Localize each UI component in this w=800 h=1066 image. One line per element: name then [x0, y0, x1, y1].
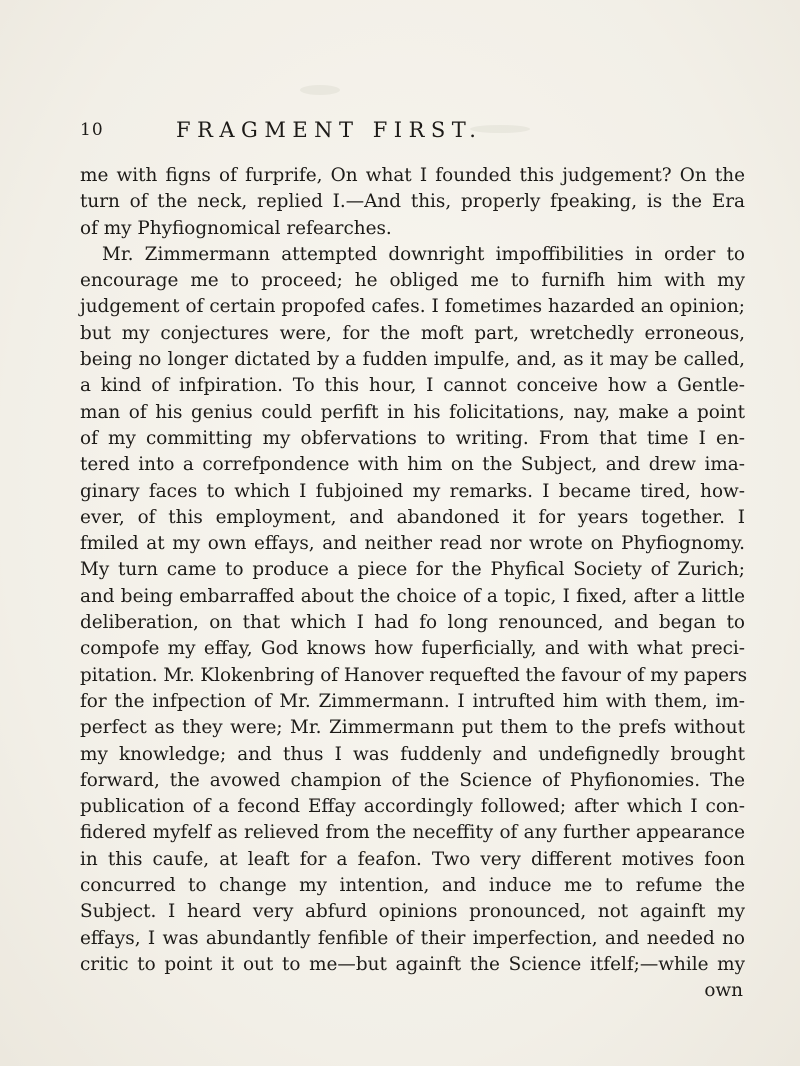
text-line: me with figns of furprife, On what I founded this judgement? On the — [80, 165, 745, 186]
text-line: Mr. Zimmermann attempted downright impoffibilities in order to — [102, 243, 745, 265]
text-line: judgement of certain propofed cafes. I fometimes hazarded an opinion; — [80, 296, 745, 318]
text-line: fmiled at my own effays, and neither read nor wrote on Phyfiognomy. — [80, 533, 745, 555]
catchword-line — [80, 978, 745, 1004]
text-line: compofe my effay, God knows how fuperficially, and with what preci- — [80, 638, 745, 660]
text-line: fidered myfelf as relieved from the neceffity of any further appearance — [80, 822, 745, 844]
text-line: ever, of this employment, and abandoned it for years together. I — [80, 506, 745, 528]
running-title: FRAGMENT FIRST. — [176, 118, 483, 142]
text-line: perfect as they were; Mr. Zimmermann put them to the prefs without — [80, 717, 745, 739]
text-line: deliberation, on that which I had fo long renounced, and began to — [80, 612, 745, 634]
text-line: effays, I was abundantly fenfible of their imperfection, and needed no — [80, 927, 745, 949]
page-header — [80, 118, 745, 148]
text-line: of my Phyfiognomical refearches. — [80, 217, 392, 239]
text-line: tered into a correfpondence with him on the Subject, and drew ima- — [80, 454, 745, 476]
text-line: pitation. Mr. Klokenbring of Hanover requefted the favour of my papers — [80, 664, 748, 686]
text-line: of my committing my obfervations to writing. From that time I en- — [80, 427, 745, 449]
text-line: a kind of infpiration. To this hour, I cannot conceive how a Gentle- — [80, 375, 745, 397]
text-line: forward, the avowed champion of the Science of Phyfionomies. The — [80, 769, 745, 791]
paper-stain — [300, 85, 340, 95]
text-line: man of his genius could perfift in his folicitations, nay, make a point — [80, 401, 745, 423]
text-line: ginary faces to which I fubjoined my remarks. I became tired, how- — [80, 480, 745, 502]
text-line: my knowledge; and thus I was fuddenly and undefignedly brought — [80, 743, 745, 765]
text-line: concurred to change my intention, and induce me to refume the — [80, 875, 745, 897]
text-line: encourage me to proceed; he obliged me to furnifh him with my — [80, 270, 745, 292]
text-line: for the infpection of Mr. Zimmermann. I intrufted him with them, im- — [80, 690, 745, 712]
text-line: turn of the neck, replied I.—And this, properly fpeaking, is the Era — [80, 191, 745, 213]
catchword: own — [704, 980, 743, 1002]
text-line: in this caufe, at leaft for a feafon. Two very different motives foon — [80, 848, 745, 870]
text-line: Subject. I heard very abfurd opinions pronounced, not againft my — [80, 901, 745, 923]
page-number: 10 — [80, 120, 104, 140]
text-line: critic to point it out to me—but againft the Science itfelf;—while my — [80, 953, 745, 975]
body-text — [80, 163, 748, 1005]
text-line: but my conjectures were, for the moft part, wretchedly erroneous, — [80, 322, 745, 344]
text-line: My turn came to produce a piece for the Phyfical Society of Zurich; — [80, 559, 745, 581]
text-line: being no longer dictated by a fudden impulfe, and, as it may be called, — [80, 349, 745, 371]
text-line: and being embarraffed about the choice of a topic, I fixed, after a little — [80, 585, 745, 607]
text-line: publication of a fecond Effay accordingly followed; after which I con- — [80, 796, 745, 818]
